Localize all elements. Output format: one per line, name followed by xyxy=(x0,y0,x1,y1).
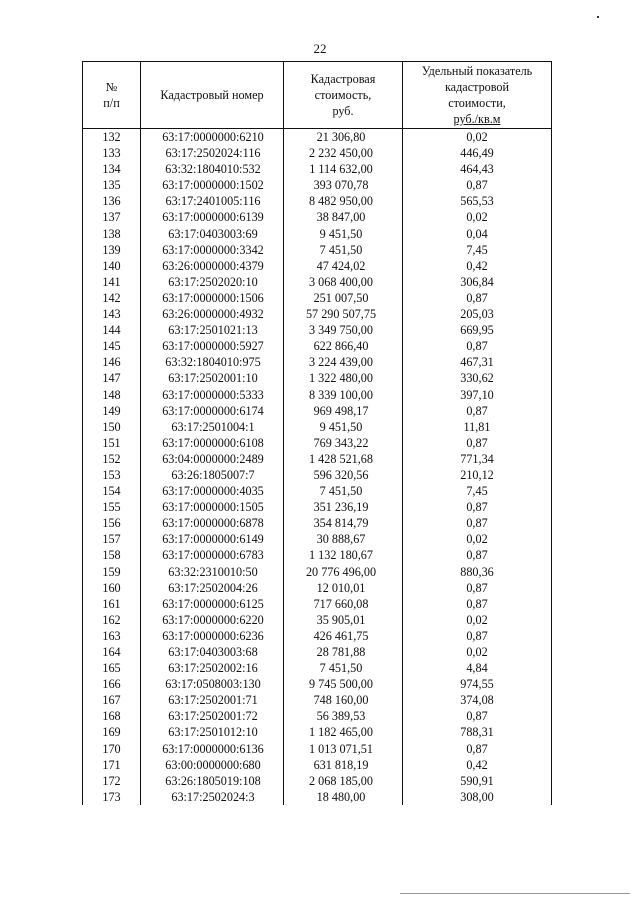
table-row xyxy=(83,467,552,483)
cadastral-number: 63:17:0000000:6136 xyxy=(141,741,284,757)
table-row xyxy=(83,322,552,338)
specific-indicator: 7,45 xyxy=(403,242,552,258)
cadastral-number: 63:17:0000000:1502 xyxy=(141,177,284,193)
table-row xyxy=(83,515,552,531)
cadastral-value: 1 132 180,67 xyxy=(284,547,403,563)
row-number: 149 xyxy=(83,403,141,419)
cadastral-value: 717 660,08 xyxy=(284,596,403,612)
cadastral-value: 12 010,01 xyxy=(284,580,403,596)
row-number: 172 xyxy=(83,773,141,789)
cadastral-value: 20 776 496,00 xyxy=(284,564,403,580)
specific-indicator: 308,00 xyxy=(403,789,552,805)
header-pp: п/п xyxy=(103,96,120,110)
cadastral-number: 63:17:0000000:6220 xyxy=(141,612,284,628)
table-row xyxy=(83,708,552,724)
row-number: 154 xyxy=(83,483,141,499)
row-number: 148 xyxy=(83,387,141,403)
specific-indicator: 0,87 xyxy=(403,338,552,354)
cadastral-number: 63:17:0000000:6783 xyxy=(141,547,284,563)
cadastral-value: 8 482 950,00 xyxy=(284,193,403,209)
specific-indicator: 210,12 xyxy=(403,467,552,483)
row-number: 173 xyxy=(83,789,141,805)
row-number: 135 xyxy=(83,177,141,193)
table-header xyxy=(83,62,552,129)
cadastral-value: 7 451,50 xyxy=(284,483,403,499)
cadastral-number: 63:17:2502024:116 xyxy=(141,145,284,161)
specific-indicator: 788,31 xyxy=(403,724,552,740)
row-number: 165 xyxy=(83,660,141,676)
cadastral-number: 63:26:1805007:7 xyxy=(141,467,284,483)
cadastral-number: 63:17:2502024:3 xyxy=(141,789,284,805)
row-number: 152 xyxy=(83,451,141,467)
cadastral-number: 63:32:2310010:50 xyxy=(141,564,284,580)
cadastral-number: 63:32:1804010:975 xyxy=(141,354,284,370)
cadastral-value: 1 428 521,68 xyxy=(284,451,403,467)
scan-mark-bottom xyxy=(400,893,630,894)
cadastral-value: 35 905,01 xyxy=(284,612,403,628)
table-row xyxy=(83,306,552,322)
specific-indicator: 0,87 xyxy=(403,435,552,451)
specific-indicator: 0,87 xyxy=(403,499,552,515)
specific-indicator: 464,43 xyxy=(403,161,552,177)
specific-indicator: 880,36 xyxy=(403,564,552,580)
row-number: 166 xyxy=(83,676,141,692)
table-row xyxy=(83,773,552,789)
row-number: 132 xyxy=(83,129,141,146)
table-row xyxy=(83,644,552,660)
specific-indicator: 0,42 xyxy=(403,757,552,773)
cadastral-number: 63:17:0000000:1505 xyxy=(141,499,284,515)
cadastral-value: 3 349 750,00 xyxy=(284,322,403,338)
table-row xyxy=(83,757,552,773)
cadastral-value: 969 498,17 xyxy=(284,403,403,419)
header-indicator-line-1: Удельный показатель xyxy=(421,64,533,78)
cadastral-value: 426 461,75 xyxy=(284,628,403,644)
row-number: 141 xyxy=(83,274,141,290)
cadastral-value: 8 339 100,00 xyxy=(284,387,403,403)
cadastral-value: 9 451,50 xyxy=(284,226,403,242)
header-row-number xyxy=(83,62,141,129)
row-number: 151 xyxy=(83,435,141,451)
table-row xyxy=(83,177,552,193)
table-row xyxy=(83,499,552,515)
header-row xyxy=(83,62,552,129)
specific-indicator: 467,31 xyxy=(403,354,552,370)
cadastral-number: 63:17:0000000:4035 xyxy=(141,483,284,499)
table-row xyxy=(83,145,552,161)
table-row xyxy=(83,660,552,676)
table-row xyxy=(83,724,552,740)
row-number: 158 xyxy=(83,547,141,563)
row-number: 162 xyxy=(83,612,141,628)
cadastral-number: 63:17:0000000:6878 xyxy=(141,515,284,531)
cadastral-value: 596 320,56 xyxy=(284,467,403,483)
table-row xyxy=(83,354,552,370)
specific-indicator: 4,84 xyxy=(403,660,552,676)
table-row xyxy=(83,274,552,290)
header-value-line-1: Кадастровая xyxy=(310,72,376,86)
specific-indicator: 11,81 xyxy=(403,419,552,435)
cadastral-number: 63:17:2501021:13 xyxy=(141,322,284,338)
cadastral-value: 1 182 465,00 xyxy=(284,724,403,740)
cadastral-number: 63:17:2401005:116 xyxy=(141,193,284,209)
cadastral-value: 21 306,80 xyxy=(284,129,403,146)
cadastral-value: 3 224 439,00 xyxy=(284,354,403,370)
table-row xyxy=(83,161,552,177)
cadastral-number: 63:17:0000000:6210 xyxy=(141,129,284,146)
row-number: 163 xyxy=(83,628,141,644)
row-number: 155 xyxy=(83,499,141,515)
specific-indicator: 7,45 xyxy=(403,483,552,499)
cadastral-number: 63:17:0000000:1506 xyxy=(141,290,284,306)
scan-mark-right xyxy=(597,16,599,18)
header-cadastral-value xyxy=(284,62,403,129)
specific-indicator: 0,87 xyxy=(403,596,552,612)
specific-indicator: 0,02 xyxy=(403,531,552,547)
cadastral-value: 18 480,00 xyxy=(284,789,403,805)
specific-indicator: 590,91 xyxy=(403,773,552,789)
cadastral-value: 351 236,19 xyxy=(284,499,403,515)
table-body xyxy=(83,129,552,805)
cadastral-value: 769 343,22 xyxy=(284,435,403,451)
cadastral-value: 47 424,02 xyxy=(284,258,403,274)
specific-indicator: 669,95 xyxy=(403,322,552,338)
header-cadastral-number xyxy=(141,62,284,129)
cadastral-number: 63:17:0000000:5927 xyxy=(141,338,284,354)
table-row xyxy=(83,612,552,628)
specific-indicator: 0,87 xyxy=(403,628,552,644)
table-row xyxy=(83,564,552,580)
specific-indicator: 0,42 xyxy=(403,258,552,274)
cadastral-value: 1 114 632,00 xyxy=(284,161,403,177)
cadastral-value: 2 068 185,00 xyxy=(284,773,403,789)
cadastral-number: 63:26:0000000:4379 xyxy=(141,258,284,274)
cadastral-number: 63:17:2502001:72 xyxy=(141,708,284,724)
table-row xyxy=(83,226,552,242)
table-row xyxy=(83,692,552,708)
cadastral-number: 63:17:0000000:6236 xyxy=(141,628,284,644)
cadastral-number: 63:17:0000000:5333 xyxy=(141,387,284,403)
cadastral-value: 7 451,50 xyxy=(284,660,403,676)
row-number: 140 xyxy=(83,258,141,274)
cadastral-value-table xyxy=(82,61,552,805)
row-number: 170 xyxy=(83,741,141,757)
cadastral-value: 56 389,53 xyxy=(284,708,403,724)
cadastral-value: 1 013 071,51 xyxy=(284,741,403,757)
cadastral-value: 1 322 480,00 xyxy=(284,370,403,386)
cadastral-number: 63:32:1804010:532 xyxy=(141,161,284,177)
cadastral-number: 63:17:2502001:10 xyxy=(141,370,284,386)
specific-indicator: 0,87 xyxy=(403,580,552,596)
cadastral-number: 63:17:2502002:16 xyxy=(141,660,284,676)
specific-indicator: 0,04 xyxy=(403,226,552,242)
row-number: 142 xyxy=(83,290,141,306)
table-row xyxy=(83,483,552,499)
specific-indicator: 397,10 xyxy=(403,387,552,403)
cadastral-number: 63:17:0000000:6139 xyxy=(141,209,284,225)
table-row xyxy=(83,419,552,435)
table-row xyxy=(83,531,552,547)
cadastral-number: 63:04:0000000:2489 xyxy=(141,451,284,467)
specific-indicator: 0,87 xyxy=(403,741,552,757)
cadastral-number: 63:17:0403003:68 xyxy=(141,644,284,660)
header-indicator-line-4: руб./кв.м xyxy=(453,112,501,126)
cadastral-number: 63:17:2502020:10 xyxy=(141,274,284,290)
table-row xyxy=(83,741,552,757)
row-number: 164 xyxy=(83,644,141,660)
table-row xyxy=(83,580,552,596)
cadastral-value: 622 866,40 xyxy=(284,338,403,354)
row-number: 169 xyxy=(83,724,141,740)
cadastral-value: 57 290 507,75 xyxy=(284,306,403,322)
table-row xyxy=(83,628,552,644)
specific-indicator: 330,62 xyxy=(403,370,552,386)
cadastral-number: 63:17:0000000:3342 xyxy=(141,242,284,258)
cadastral-value: 30 888,67 xyxy=(284,531,403,547)
row-number: 139 xyxy=(83,242,141,258)
row-number: 160 xyxy=(83,580,141,596)
table-row xyxy=(83,370,552,386)
row-number: 145 xyxy=(83,338,141,354)
table-row xyxy=(83,596,552,612)
cadastral-number: 63:17:0000000:6174 xyxy=(141,403,284,419)
row-number: 159 xyxy=(83,564,141,580)
specific-indicator: 0,87 xyxy=(403,515,552,531)
header-indicator-line-2: кадастровой xyxy=(444,80,510,94)
specific-indicator: 0,87 xyxy=(403,547,552,563)
table-row xyxy=(83,242,552,258)
header-number-sign: № xyxy=(105,80,118,94)
specific-indicator: 0,87 xyxy=(403,290,552,306)
cadastral-value: 354 814,79 xyxy=(284,515,403,531)
cadastral-value: 2 232 450,00 xyxy=(284,145,403,161)
table-row xyxy=(83,403,552,419)
cadastral-number: 63:17:0000000:6149 xyxy=(141,531,284,547)
cadastral-number: 63:17:0403003:69 xyxy=(141,226,284,242)
table-row xyxy=(83,338,552,354)
cadastral-value: 28 781,88 xyxy=(284,644,403,660)
cadastral-value: 9 745 500,00 xyxy=(284,676,403,692)
row-number: 150 xyxy=(83,419,141,435)
specific-indicator: 446,49 xyxy=(403,145,552,161)
specific-indicator: 0,87 xyxy=(403,708,552,724)
table-row xyxy=(83,387,552,403)
row-number: 167 xyxy=(83,692,141,708)
specific-indicator: 771,34 xyxy=(403,451,552,467)
row-number: 136 xyxy=(83,193,141,209)
table-row xyxy=(83,789,552,805)
row-number: 144 xyxy=(83,322,141,338)
row-number: 134 xyxy=(83,161,141,177)
row-number: 161 xyxy=(83,596,141,612)
table-row xyxy=(83,193,552,209)
cadastral-number: 63:17:2501004:1 xyxy=(141,419,284,435)
specific-indicator: 565,53 xyxy=(403,193,552,209)
specific-indicator: 205,03 xyxy=(403,306,552,322)
table-row xyxy=(83,129,552,146)
header-specific-indicator xyxy=(403,62,552,129)
cadastral-number: 63:17:0000000:6108 xyxy=(141,435,284,451)
cadastral-number: 63:17:2502004:26 xyxy=(141,580,284,596)
table-row xyxy=(83,676,552,692)
cadastral-number: 63:17:2502001:71 xyxy=(141,692,284,708)
cadastral-value: 38 847,00 xyxy=(284,209,403,225)
row-number: 157 xyxy=(83,531,141,547)
cadastral-number: 63:26:0000000:4932 xyxy=(141,306,284,322)
specific-indicator: 306,84 xyxy=(403,274,552,290)
row-number: 156 xyxy=(83,515,141,531)
cadastral-number: 63:00:0000000:680 xyxy=(141,757,284,773)
cadastral-value: 251 007,50 xyxy=(284,290,403,306)
cadastral-value: 748 160,00 xyxy=(284,692,403,708)
row-number: 146 xyxy=(83,354,141,370)
row-number: 133 xyxy=(83,145,141,161)
table-row xyxy=(83,258,552,274)
table-row xyxy=(83,451,552,467)
cadastral-number: 63:17:0508003:130 xyxy=(141,676,284,692)
row-number: 168 xyxy=(83,708,141,724)
specific-indicator: 0,87 xyxy=(403,403,552,419)
row-number: 137 xyxy=(83,209,141,225)
row-number: 153 xyxy=(83,467,141,483)
specific-indicator: 0,02 xyxy=(403,209,552,225)
specific-indicator: 374,08 xyxy=(403,692,552,708)
header-cadastral-number-label: Кадастровый номер xyxy=(160,88,264,102)
header-value-line-2: стоимость, xyxy=(314,88,372,102)
cadastral-number: 63:26:1805019:108 xyxy=(141,773,284,789)
specific-indicator: 0,02 xyxy=(403,612,552,628)
table-row xyxy=(83,435,552,451)
specific-indicator: 0,87 xyxy=(403,177,552,193)
cadastral-value: 7 451,50 xyxy=(284,242,403,258)
table-row xyxy=(83,547,552,563)
header-value-line-3: руб. xyxy=(332,104,354,118)
cadastral-value: 631 818,19 xyxy=(284,757,403,773)
cadastral-value: 3 068 400,00 xyxy=(284,274,403,290)
page-number: 22 xyxy=(313,41,327,56)
specific-indicator: 0,02 xyxy=(403,644,552,660)
cadastral-number: 63:17:2501012:10 xyxy=(141,724,284,740)
table-row xyxy=(83,209,552,225)
specific-indicator: 0,02 xyxy=(403,129,552,146)
cadastral-value: 393 070,78 xyxy=(284,177,403,193)
row-number: 171 xyxy=(83,757,141,773)
table-row xyxy=(83,290,552,306)
specific-indicator: 974,55 xyxy=(403,676,552,692)
header-indicator-line-3: стоимости, xyxy=(448,96,506,110)
cadastral-value: 9 451,50 xyxy=(284,419,403,435)
row-number: 147 xyxy=(83,370,141,386)
row-number: 143 xyxy=(83,306,141,322)
row-number: 138 xyxy=(83,226,141,242)
cadastral-number: 63:17:0000000:6125 xyxy=(141,596,284,612)
